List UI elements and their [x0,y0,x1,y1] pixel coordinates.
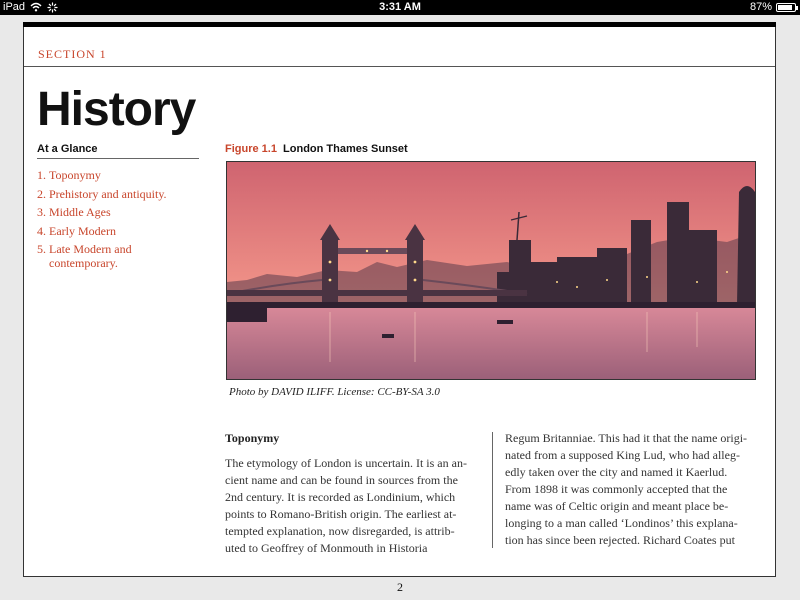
figure-photo[interactable] [226,161,756,380]
figure-caption [225,143,408,155]
status-bar [0,0,800,15]
section-label: SECTION 1 [38,47,107,61]
device-label: iPad [3,1,26,13]
glance-item[interactable] [37,242,202,270]
clock: 3:31 AM [379,1,421,13]
article-line: edly taken over the city and named it Kaerlud. [505,465,728,479]
glance-item-number: 4. [37,223,46,238]
glance-rule [37,158,199,159]
article-line: points to Romano-British origin. The earliest at- [225,507,457,521]
top-rule [23,22,776,27]
glance-item[interactable] [37,187,202,201]
photo-credit: Photo by DAVID ILIFF. License: CC-BY-SA 3.0 [229,386,440,398]
glance-item-number: 5. [37,242,46,256]
glance-item-label [49,224,116,238]
glance-item-label [49,205,111,219]
glance-item-line: Late Modern and [49,242,132,256]
glance-item-number: 1. [37,168,46,182]
glance-item[interactable] [37,168,202,182]
article-line: Regum Britanniae. This had it that the name origi- [505,431,748,445]
glance-item-number: 2. [37,186,46,201]
battery-tip [796,6,798,10]
glance-item-label [49,187,167,201]
glance-item-number: 3. [37,205,46,219]
battery-fill [778,5,792,10]
thames-sunset-image [227,162,756,380]
article-line: 2nd century. It is recorded as Londinium, which [225,490,456,504]
article-line: nated from a supposed King Lud, who had alleg- [505,448,740,462]
glance-item-line: Toponymy [49,168,101,182]
glance-item-line: Early Modern [49,223,116,238]
figure-number: Figure 1.1 [225,143,277,155]
glance-item[interactable] [37,224,202,238]
article-heading: Toponymy [225,431,280,445]
article-line: name was of Celtic origin and meant place be- [505,499,729,513]
article-column-2 [505,430,760,549]
glance-list [37,168,202,275]
article-line: longing to a man called ‘Londinos’ this explana- [505,516,738,530]
glance-item-line: Middle Ages [49,205,111,219]
glance-item-line: contemporary. [49,256,118,270]
page-number: 2 [397,580,403,594]
glance-item-label [49,242,132,270]
glance-item-line: Prehistory and antiquity. [49,186,167,201]
page-title: History [37,83,196,136]
battery-percent: 87% [749,1,772,13]
glance-item[interactable] [37,205,202,219]
figure-title: London Thames Sunset [283,143,408,155]
glance-heading: At a Glance [37,143,98,155]
article-line: tion has since been rejected. Richard Coates put [505,533,735,547]
article-line: From 1898 it was commonly accepted that the [505,482,728,496]
article-line: cient name and can be found in sources from the [225,473,458,487]
column-divider [492,432,493,548]
article-column-1 [225,455,480,557]
article-line: uted to Geoffrey of Monmouth in Historia [225,541,428,555]
article-line: tempted explanation, now disregarded, is attrib- [225,524,455,538]
section-rule [24,66,775,67]
battery-icon [776,3,796,12]
article-line: The etymology of London is uncertain. It is an an- [225,456,467,470]
glance-item-label [49,168,101,182]
